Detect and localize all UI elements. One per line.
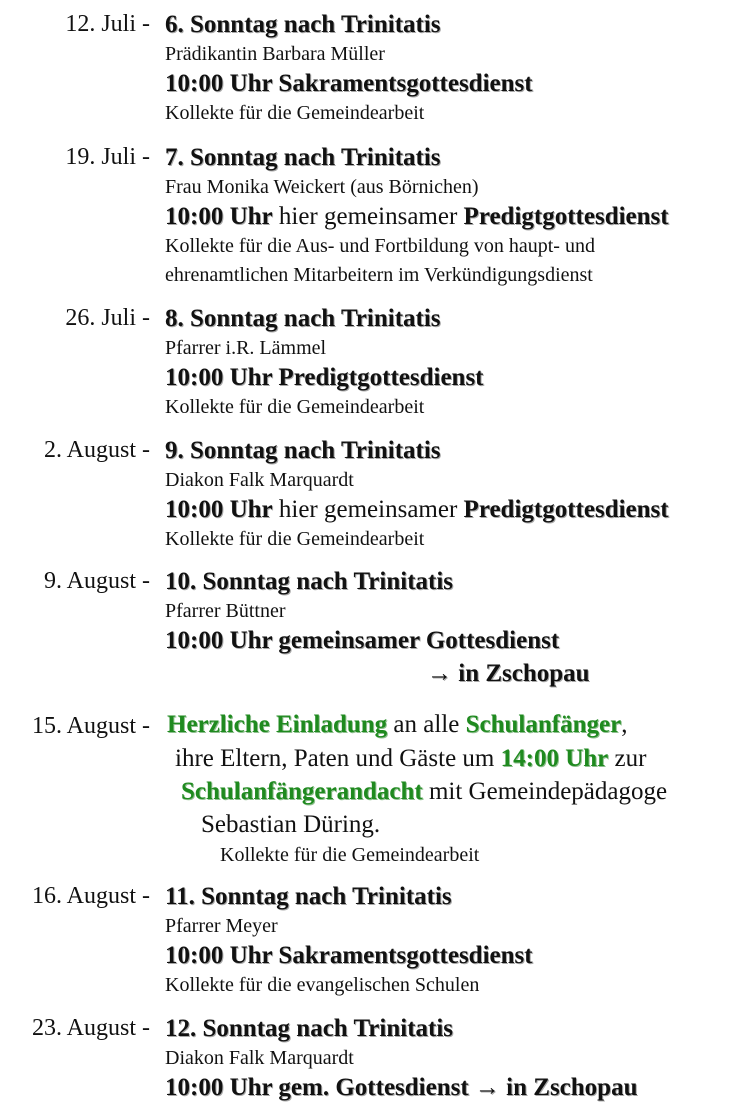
entry-kollekte: Kollekte für die Gemeindearbeit bbox=[165, 102, 425, 124]
entry-title: 12. Sonntag nach Trinitatis bbox=[165, 1015, 454, 1042]
invitation-text: mit Gemeindepädagoge bbox=[422, 778, 668, 805]
entry-kollekte: Kollekte für die Gemeindearbeit bbox=[165, 396, 425, 418]
entry-title: 8. Sonntag nach Trinitatis bbox=[165, 305, 441, 332]
entry-service: 10:00 Uhr Sakramentsgottesdienst bbox=[165, 70, 533, 97]
entry-person: Pfarrer i.R. Lämmel bbox=[165, 337, 327, 359]
entry-date: 23. August - bbox=[31, 1015, 150, 1041]
entry-person: Pfarrer Meyer bbox=[165, 915, 278, 937]
entry-date: 12. Juli - bbox=[65, 11, 150, 37]
entry-person: Diakon Falk Marquardt bbox=[165, 1047, 354, 1069]
entry-title: 6. Sonntag nach Trinitatis bbox=[165, 11, 441, 38]
entry-service: 10:00 Uhr gemeinsamer Gottesdienst bbox=[165, 627, 560, 654]
entry-service: 10:00 Uhr Sakramentsgottesdienst bbox=[165, 942, 533, 969]
invitation-line bbox=[175, 743, 646, 775]
service-time: 10:00 Uhr bbox=[165, 203, 273, 230]
entry-date: 16. August - bbox=[31, 883, 150, 909]
entry-kollekte: ehrenamtlichen Mitarbeitern im Verkündigungsdienst bbox=[165, 264, 593, 286]
entry-kollekte: Kollekte für die Aus- und Fortbildung von haupt- und bbox=[165, 235, 595, 257]
invitation-line bbox=[167, 709, 627, 741]
invitation-highlight: 14:00 Uhr bbox=[500, 745, 609, 772]
entry-person: Pfarrer Büttner bbox=[165, 600, 286, 622]
entry-date: 2. August - bbox=[43, 437, 150, 463]
invitation-text: an alle bbox=[387, 711, 466, 738]
entry-title: 10. Sonntag nach Trinitatis bbox=[165, 568, 454, 595]
entry-date: 26. Juli - bbox=[65, 305, 150, 331]
entry-kollekte: Kollekte für die Gemeindearbeit bbox=[220, 844, 480, 866]
entry-person: Frau Monika Weickert (aus Börnichen) bbox=[165, 176, 479, 198]
service-note: hier gemeinsamer bbox=[272, 496, 464, 523]
service-type: Predigtgottesdienst bbox=[463, 496, 669, 523]
invitation-text: , bbox=[621, 711, 628, 738]
entry-title: 11. Sonntag nach Trinitatis bbox=[165, 883, 452, 910]
entry-location: → in Zschopau bbox=[427, 660, 590, 687]
entry-service bbox=[165, 495, 746, 525]
entry-date: 9. August - bbox=[43, 568, 150, 594]
invitation-line: Sebastian Düring. bbox=[201, 811, 381, 838]
service-type: Predigtgottesdienst bbox=[463, 203, 669, 230]
entry-service: 10:00 Uhr gem. Gottesdienst → in Zschopau bbox=[165, 1074, 638, 1101]
entry-date: 15. August - bbox=[31, 713, 150, 739]
entry-kollekte: Kollekte für die Gemeindearbeit bbox=[165, 528, 425, 550]
entry-title: 9. Sonntag nach Trinitatis bbox=[165, 437, 441, 464]
invitation-highlight: Herzliche Einladung bbox=[167, 711, 388, 738]
invitation-text: zur bbox=[608, 745, 647, 772]
entry-title: 7. Sonntag nach Trinitatis bbox=[165, 144, 441, 171]
entry-person: Diakon Falk Marquardt bbox=[165, 469, 354, 491]
service-note: hier gemeinsamer bbox=[272, 203, 464, 230]
entry-service: 10:00 Uhr Predigtgottesdienst bbox=[165, 364, 484, 391]
invitation-highlight: Schulanfängerandacht bbox=[181, 778, 423, 805]
service-time: 10:00 Uhr bbox=[165, 496, 273, 523]
entry-date: 19. Juli - bbox=[65, 144, 150, 170]
entry-person: Prädikantin Barbara Müller bbox=[165, 43, 385, 65]
invitation-highlight: Schulanfänger bbox=[465, 711, 622, 738]
invitation-line bbox=[181, 776, 667, 808]
entry-service bbox=[165, 202, 746, 232]
invitation-text: ihre Eltern, Paten und Gäste um bbox=[175, 745, 501, 772]
entry-kollekte: Kollekte für die evangelischen Schulen bbox=[165, 974, 480, 996]
